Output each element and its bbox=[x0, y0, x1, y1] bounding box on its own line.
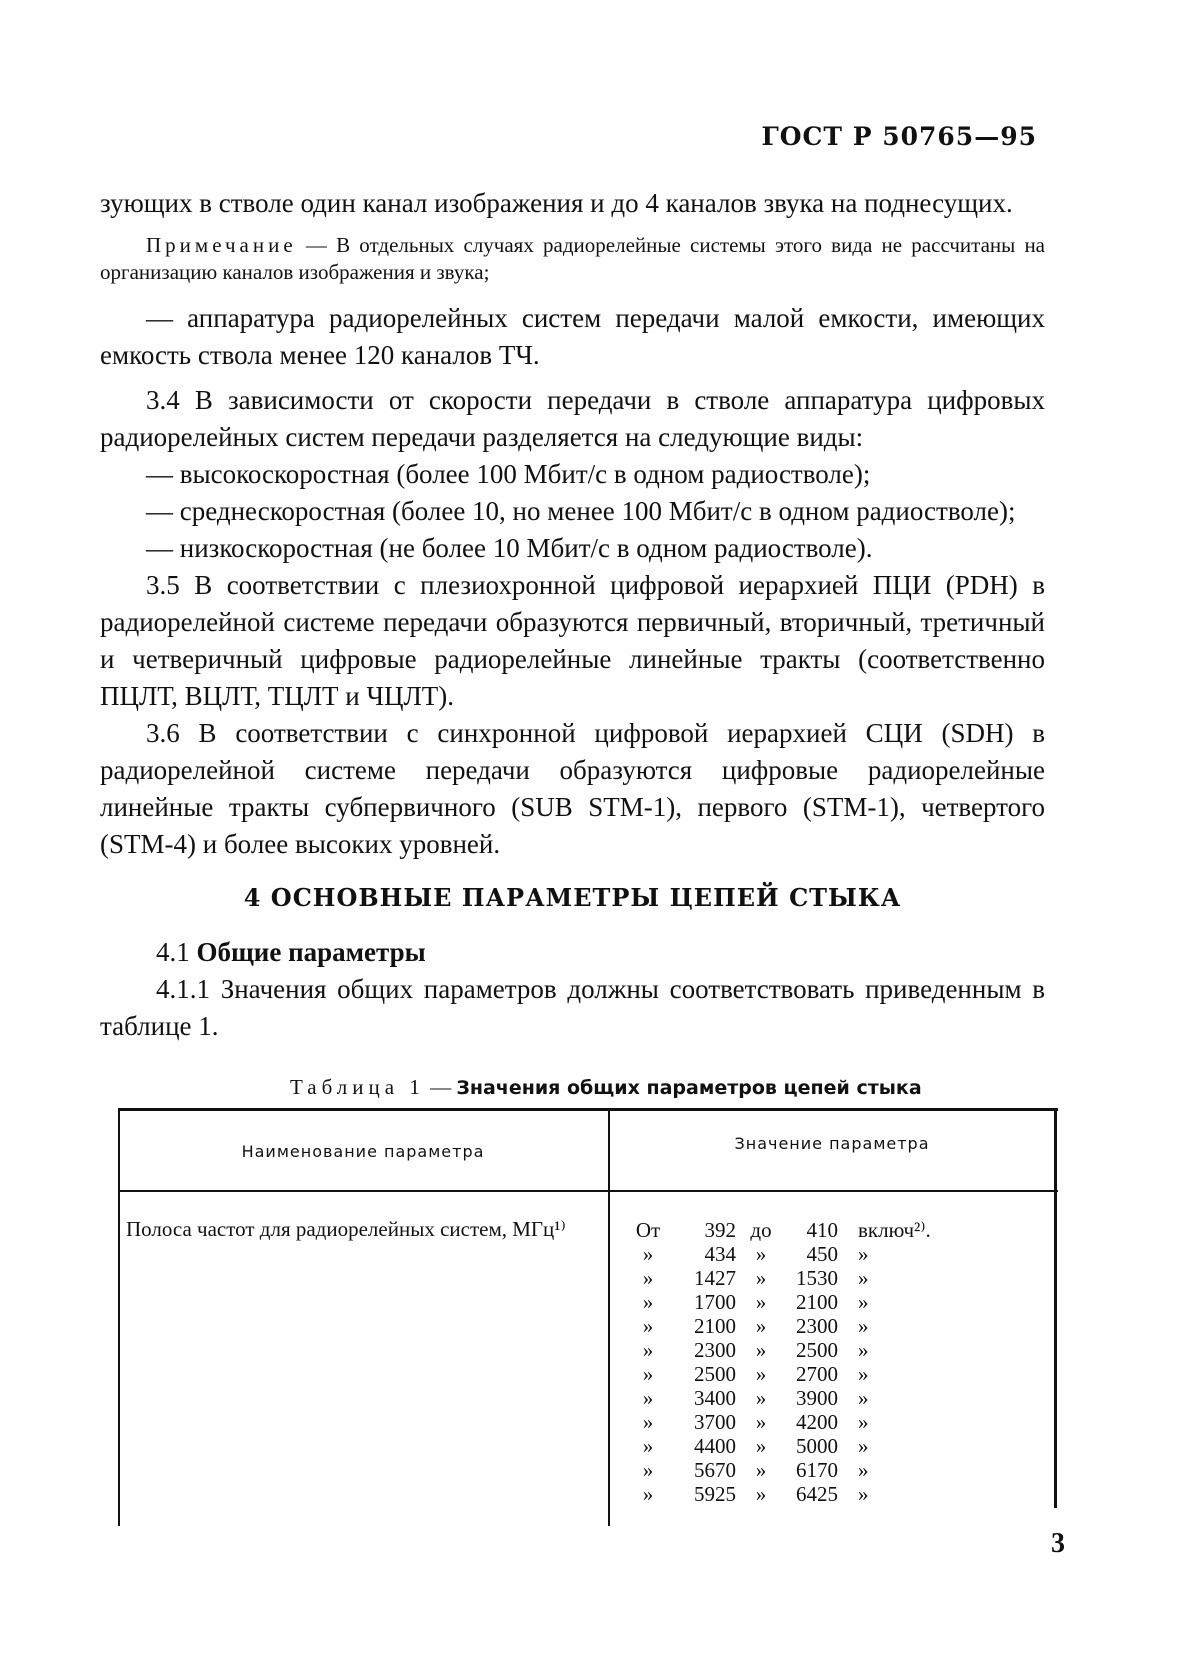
paragraph-3-4: 3.4 В зависимости от скорости передачи в стволе аппаратура цифровых радиорелейных систем передачи разделяется на следующие виды: bbox=[100, 385, 1045, 452]
frequency-band-row bbox=[628, 1410, 1028, 1434]
band-to: 6425 bbox=[796, 1482, 838, 1506]
band-from: 1427 bbox=[694, 1266, 736, 1290]
band-suffix: » bbox=[858, 1386, 869, 1410]
column-header-value: Значение параметра bbox=[734, 1134, 930, 1153]
frequency-bands-list bbox=[628, 1218, 1028, 1506]
band-suffix: » bbox=[858, 1242, 869, 1266]
band-prefix: » bbox=[642, 1266, 654, 1290]
table-column-divider bbox=[608, 1108, 610, 1526]
paragraph-3-6: 3.6 В соответствии с синхронной цифровой иерархией СЦИ (SDH) в радиорелейной системе передачи образуются цифровые радиорелейные линейные тракты субпервичного (SUB STM-1), первого (STM-1), четвертого (STM-4) и более высоких уровней. bbox=[100, 718, 1045, 859]
band-separator: » bbox=[755, 1458, 767, 1482]
frequency-band-row bbox=[628, 1338, 1028, 1362]
band-prefix: » bbox=[642, 1434, 654, 1458]
band-from: 1700 bbox=[694, 1290, 736, 1314]
band-from: 3400 bbox=[694, 1386, 736, 1410]
band-suffix: » bbox=[858, 1338, 869, 1362]
band-separator: » bbox=[755, 1266, 767, 1290]
note-label: Примечание bbox=[146, 233, 297, 257]
note-paragraph bbox=[100, 232, 1045, 286]
band-to: 2300 bbox=[796, 1314, 838, 1338]
band-to: 2100 bbox=[796, 1290, 838, 1314]
band-from: 3700 bbox=[694, 1410, 736, 1434]
band-prefix: » bbox=[642, 1458, 654, 1482]
band-from: 392 bbox=[704, 1218, 736, 1242]
band-prefix: » bbox=[642, 1386, 654, 1410]
body-text bbox=[100, 185, 1045, 1045]
table-header-divider bbox=[118, 1190, 1058, 1192]
band-to: 4200 bbox=[796, 1410, 838, 1434]
frequency-band-row bbox=[628, 1242, 1028, 1266]
frequency-band-row bbox=[628, 1266, 1028, 1290]
band-from: 434 bbox=[704, 1242, 736, 1266]
band-to: 2700 bbox=[796, 1362, 838, 1386]
page-number: 3 bbox=[1051, 1528, 1065, 1559]
subsection-heading bbox=[100, 934, 1045, 971]
band-to: 3900 bbox=[796, 1386, 838, 1410]
band-prefix: От bbox=[635, 1218, 661, 1242]
band-prefix: » bbox=[642, 1242, 654, 1266]
band-from: 5925 bbox=[694, 1482, 736, 1506]
frequency-band-row bbox=[628, 1482, 1028, 1506]
band-separator: » bbox=[755, 1338, 767, 1362]
table-caption: Таблица 1 — Значения общих параметров цепей стыка bbox=[290, 1075, 922, 1099]
list-item-low-speed: — низкоскоростная (не более 10 Мбит/с в одном радиостволе). bbox=[146, 533, 873, 563]
table-top-border bbox=[118, 1108, 1058, 1111]
band-suffix: » bbox=[858, 1434, 869, 1458]
band-from: 4400 bbox=[694, 1434, 736, 1458]
paragraph-3-5: 3.5 В соответствии с плезиохронной цифровой иерархией ПЦИ (PDH) в радиорелейной системе передачи образуются первичный, вторичный, третичный и четверичный цифровые радиорелейные линейные тракты (соответственно ПЦЛТ, ВЦЛТ, ТЦЛТ и ЧЦЛТ). bbox=[100, 570, 1045, 711]
paragraph-continuation: зующих в стволе один канал изображения и до 4 каналов звука на поднесущих. bbox=[100, 188, 1013, 218]
note-text: — В отдельных случаях радиорелейные системы этого вида не рассчитаны на организацию каналов изображения и звука; bbox=[100, 233, 1045, 284]
band-separator: » bbox=[755, 1242, 767, 1266]
table-right-border bbox=[1054, 1108, 1057, 1508]
frequency-band-row bbox=[628, 1218, 1028, 1242]
table-row-name: Полоса частот для радиорелейных систем, МГц¹⁾ bbox=[126, 1217, 566, 1241]
band-from: 2500 bbox=[694, 1362, 736, 1386]
band-from: 2300 bbox=[694, 1338, 736, 1362]
band-to: 6170 bbox=[796, 1458, 838, 1482]
column-header-name: Наименование параметра bbox=[241, 1142, 485, 1161]
band-separator: » bbox=[755, 1314, 767, 1338]
band-suffix: » bbox=[858, 1290, 869, 1314]
band-separator: » bbox=[755, 1290, 767, 1314]
list-item-high-speed: — высокоскоростная (более 100 Мбит/с в одном радиостволе); bbox=[146, 459, 871, 489]
band-suffix: » bbox=[858, 1410, 869, 1434]
band-to: 1530 bbox=[796, 1266, 838, 1290]
band-prefix: » bbox=[642, 1410, 654, 1434]
frequency-band-row bbox=[628, 1290, 1028, 1314]
document-id-header: ГОСТ Р 50765—95 bbox=[761, 122, 1037, 151]
band-prefix: » bbox=[642, 1362, 654, 1386]
band-suffix: » bbox=[858, 1458, 869, 1482]
band-suffix: включ²⁾. bbox=[858, 1218, 931, 1242]
subsection-number: 4.1 bbox=[156, 937, 190, 967]
band-from: 5670 bbox=[694, 1458, 736, 1482]
list-item-medium-speed: — среднескоростная (более 10, но менее 100 Мбит/с в одном радиостволе); bbox=[146, 496, 1016, 526]
frequency-band-row bbox=[628, 1386, 1028, 1410]
band-prefix: » bbox=[642, 1482, 654, 1506]
band-separator: » bbox=[755, 1434, 767, 1458]
band-to: 5000 bbox=[796, 1434, 838, 1458]
band-suffix: » bbox=[858, 1482, 869, 1506]
band-to: 410 bbox=[806, 1218, 838, 1242]
parameters-table bbox=[118, 1108, 1058, 1526]
band-prefix: » bbox=[642, 1314, 654, 1338]
band-separator: » bbox=[755, 1410, 767, 1434]
frequency-band-row bbox=[628, 1362, 1028, 1386]
band-suffix: » bbox=[858, 1314, 869, 1338]
band-to: 450 bbox=[806, 1242, 838, 1266]
table-left-border bbox=[118, 1108, 120, 1526]
band-suffix: » bbox=[858, 1266, 869, 1290]
band-suffix: » bbox=[858, 1362, 869, 1386]
paragraph-4-1-1: 4.1.1 Значения общих параметров должны соответствовать приведенным в таблице 1. bbox=[100, 974, 1045, 1041]
band-separator: до bbox=[750, 1218, 772, 1242]
paragraph-low-capacity: — аппаратура радиорелейных систем передачи малой емкости, имеющих емкость ствола менее 120 каналов ТЧ. bbox=[100, 303, 1045, 370]
band-to: 2500 bbox=[796, 1338, 838, 1362]
subsection-title: Общие параметры bbox=[196, 937, 426, 967]
table-caption-label: Таблица 1 bbox=[290, 1075, 425, 1099]
table-caption-title: Значения общих параметров цепей стыка bbox=[456, 1077, 922, 1099]
frequency-band-row bbox=[628, 1434, 1028, 1458]
band-separator: » bbox=[755, 1482, 767, 1506]
frequency-band-row bbox=[628, 1314, 1028, 1338]
band-prefix: » bbox=[642, 1290, 654, 1314]
band-from: 2100 bbox=[694, 1314, 736, 1338]
frequency-band-row bbox=[628, 1458, 1028, 1482]
band-prefix: » bbox=[642, 1338, 654, 1362]
section-title: 4 ОСНОВНЫЕ ПАРАМЕТРЫ ЦЕПЕЙ СТЫКА bbox=[243, 883, 902, 912]
band-separator: » bbox=[755, 1362, 767, 1386]
band-separator: » bbox=[755, 1386, 767, 1410]
